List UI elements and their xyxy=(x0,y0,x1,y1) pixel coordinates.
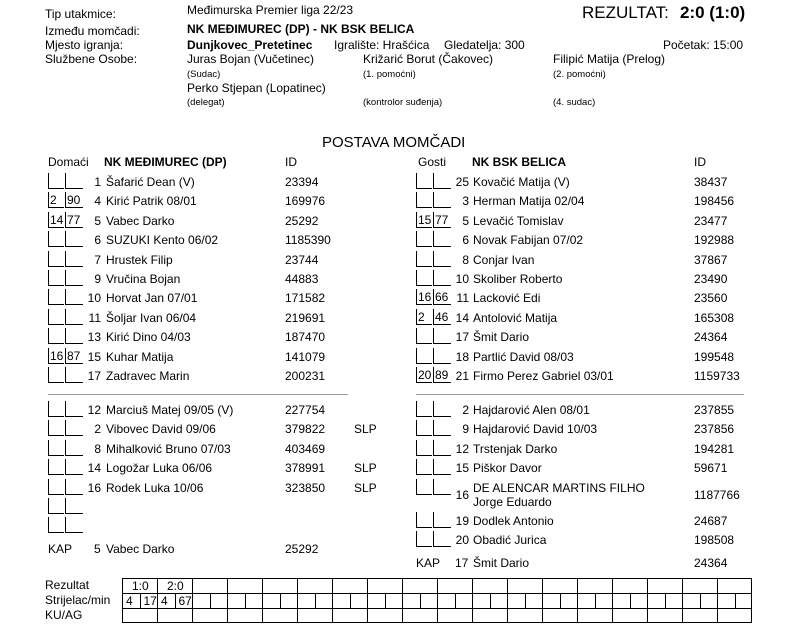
sub-minute-box xyxy=(433,348,451,364)
sub-minute-box: 14 xyxy=(50,212,64,227)
player-name: Vibovec David 09/06 xyxy=(106,422,216,437)
player-name: Trstenjak Darko xyxy=(473,441,558,456)
player-number: 10 xyxy=(87,291,101,306)
score-grid-half-line xyxy=(315,593,316,608)
player-number: 17 xyxy=(87,369,101,383)
referee-name: Juras Bojan (Vučetinec) xyxy=(187,52,314,66)
home-kap-label: KAP xyxy=(48,542,73,556)
score-result-cell: 2:0 xyxy=(167,579,184,593)
player-number: 13 xyxy=(87,330,101,345)
match-type-label: Tip utakmice: xyxy=(45,7,116,21)
player-number: 14 xyxy=(455,310,469,325)
player-name: Novak Fabijan 07/02 xyxy=(473,233,584,248)
sub-minute-box xyxy=(433,231,451,247)
sub-minute-box xyxy=(48,251,64,267)
home-team-name: NK MEĐIMUREC (DP) xyxy=(104,155,227,169)
sub-minute-box xyxy=(433,440,451,456)
away-id-header: ID xyxy=(694,155,706,169)
player-name: Herman Matija 02/04 xyxy=(473,194,585,209)
score-grid-col-line xyxy=(157,578,158,623)
player-note: SLP xyxy=(354,480,377,495)
player-number: 20 xyxy=(455,533,469,548)
sub-minute-box xyxy=(65,401,83,417)
sub-minute-box xyxy=(48,479,64,495)
sub-minute-box xyxy=(65,231,83,247)
sub-minute-box xyxy=(416,479,432,495)
sub-minute-box xyxy=(416,459,432,475)
venue-value: Dunjkovec_Pretetinec xyxy=(187,38,313,52)
player-id: 1159733 xyxy=(694,369,740,383)
player-number: 17 xyxy=(455,330,469,345)
sub-minute-box xyxy=(65,498,83,514)
player-name: Firmo Perez Gabriel 03/01 xyxy=(473,369,614,383)
player-id: 227754 xyxy=(285,403,326,417)
sub-minute-box xyxy=(416,531,432,547)
player-id: 44883 xyxy=(285,272,319,286)
score-grid-col-line xyxy=(332,578,333,623)
player-number: 1 xyxy=(94,175,101,189)
player-id: 37867 xyxy=(694,252,728,267)
player-number: 16 xyxy=(455,487,469,502)
sub-minute-box xyxy=(416,328,432,344)
player-number: 18 xyxy=(455,349,469,364)
player-name: Kovačić Matija (V) xyxy=(473,175,570,189)
player-id: 219691 xyxy=(285,310,326,325)
score-grid-col-line xyxy=(262,578,263,623)
sub-minute-box: 77 xyxy=(433,212,451,228)
player-id: 24364 xyxy=(694,330,728,345)
player-id: 23477 xyxy=(694,213,728,228)
score-grid-half-line xyxy=(280,593,281,608)
away-label: Gosti xyxy=(418,155,447,169)
player-number: 25 xyxy=(455,175,469,189)
player-name: Skoliber Roberto xyxy=(473,272,563,286)
player-name: Horvat Jan 07/01 xyxy=(106,291,198,306)
player-number: 9 xyxy=(462,422,469,437)
player-name: Logožar Luka 06/06 xyxy=(106,461,213,476)
home-kap-id: 25292 xyxy=(285,542,319,556)
sub-minute-box xyxy=(65,517,83,533)
player-name: Hajdarović Alen 08/01 xyxy=(473,403,590,417)
start-time: Početak: 15:00 xyxy=(663,38,744,52)
sub-minute-box xyxy=(65,440,83,456)
player-id: 198456 xyxy=(694,194,735,209)
score-grid-col-line xyxy=(577,578,578,623)
result-label: REZULTAT: xyxy=(582,3,669,22)
score-grid-col-line xyxy=(507,578,508,623)
player-id: 1185390 xyxy=(285,233,331,248)
assistant2-name: Filipić Matija (Prelog) xyxy=(553,52,666,66)
sub-minute-box xyxy=(416,440,432,456)
player-number: 12 xyxy=(87,403,101,417)
player-number: 10 xyxy=(455,272,469,286)
sub-minute-box xyxy=(416,192,432,208)
spectators-value: Gledatelja: 300 xyxy=(444,38,525,52)
sub-minute-box xyxy=(416,420,432,436)
player-id: 237855 xyxy=(694,403,735,417)
away-kap-number: 17 xyxy=(455,556,469,570)
player-id: 378991 xyxy=(285,461,326,476)
player-number: 19 xyxy=(455,514,469,528)
score-grid-col-line xyxy=(192,578,193,623)
sub-minute-box: 16 xyxy=(418,290,432,305)
sub-minute-box xyxy=(416,512,432,528)
player-name: Zadravec Marin xyxy=(106,369,190,383)
sub-minute-box xyxy=(433,401,451,417)
score-grid-half-line xyxy=(420,593,421,608)
player-name: Šafarić Dean (V) xyxy=(106,175,195,189)
player-id: 25292 xyxy=(285,213,319,228)
sub-minute-box xyxy=(416,270,432,286)
score-result-cell: 1:0 xyxy=(132,579,149,593)
player-id: 169976 xyxy=(285,194,326,209)
between-label: Između momčadi: xyxy=(45,24,140,38)
score-grid-half-line xyxy=(245,593,246,608)
player-id: 141079 xyxy=(285,349,326,364)
assistant1-role: (1. pomoćni) xyxy=(363,69,416,80)
player-number: 3 xyxy=(462,194,469,209)
sub-minute-box xyxy=(433,479,451,495)
teams-title: NK MEĐIMUREC (DP) - NK BSK BELICA xyxy=(187,22,415,36)
player-name: Piškor Davor xyxy=(473,461,542,476)
player-id: 165308 xyxy=(694,310,735,325)
venue-label: Mjesto igranja: xyxy=(45,38,124,52)
away-kap-label: KAP xyxy=(416,556,441,570)
score-grid-half-line xyxy=(490,593,491,608)
sub-minute-box: 90 xyxy=(65,192,83,208)
sub-minute-box xyxy=(416,231,432,247)
player-number: 6 xyxy=(94,233,101,248)
sub-minute-box xyxy=(433,251,451,267)
score-grid-half-line xyxy=(735,593,736,608)
sub-minute-box xyxy=(48,440,64,456)
player-number: 6 xyxy=(462,233,469,248)
score-grid-col-line xyxy=(647,578,648,623)
sub-minute-box xyxy=(433,328,451,344)
result-value: 2:0 (1:0) xyxy=(680,3,746,22)
score-grid-half-line xyxy=(700,593,701,608)
score-grid-half-line xyxy=(525,593,526,608)
player-number: 5 xyxy=(94,213,101,228)
score-grid-half-line xyxy=(560,593,561,608)
sub-minute-box xyxy=(48,459,64,475)
player-name: Vručina Bojan xyxy=(106,272,181,286)
player-name-line2: Jorge Eduardo xyxy=(473,494,552,509)
sub-minute-box xyxy=(48,328,64,344)
score-grid-half-line xyxy=(665,593,666,608)
score-grid-col-line xyxy=(612,578,613,623)
home-kap-name: Vabec Darko xyxy=(106,542,175,556)
scorer-minute-cell: 4 xyxy=(126,594,133,608)
player-name: Conjar Ivan xyxy=(473,252,535,267)
player-number: 4 xyxy=(94,194,101,209)
assistant1-name: Križarić Borut (Čakovec) xyxy=(363,52,494,66)
sub-minute-box xyxy=(416,401,432,417)
sub-minute-box xyxy=(433,531,451,547)
player-name: Kirić Dino 04/03 xyxy=(106,330,191,345)
player-id: 187470 xyxy=(285,330,326,345)
player-note: SLP xyxy=(354,422,377,437)
assistant2-role: (2. pomoćni) xyxy=(553,69,606,80)
home-divider xyxy=(48,394,348,395)
player-id: 403469 xyxy=(285,441,326,456)
player-id: 237856 xyxy=(694,422,735,437)
player-name: Hajdarović David 10/03 xyxy=(473,422,598,437)
player-id: 379822 xyxy=(285,422,326,437)
sub-minute-box xyxy=(48,289,64,305)
player-id: 38437 xyxy=(694,175,728,189)
sub-minute-box xyxy=(65,289,83,305)
sub-minute-box xyxy=(48,270,64,286)
lineup-title: POSTAVA MOMČADI xyxy=(322,134,466,151)
scorer-minute-cell: 67 xyxy=(178,594,192,608)
home-label: Domaći xyxy=(48,155,89,169)
sub-minute-box xyxy=(65,328,83,344)
sub-minute-box xyxy=(48,498,64,514)
sub-minute-box: 2 xyxy=(48,192,64,208)
grid-label-scorer: Strijelac/min xyxy=(45,593,111,607)
home-id-header: ID xyxy=(285,155,297,169)
score-grid-half-line xyxy=(595,593,596,608)
player-id: 198508 xyxy=(694,533,735,548)
score-grid-half-line xyxy=(175,593,176,608)
player-id: 1187766 xyxy=(694,487,740,502)
player-name: Hrustek Filip xyxy=(106,252,173,267)
sub-minute-box: 77 xyxy=(65,212,83,228)
player-id: 194281 xyxy=(694,441,735,456)
sub-minute-box: 87 xyxy=(65,348,83,364)
score-grid-half-line xyxy=(385,593,386,608)
player-id: 192988 xyxy=(694,233,735,248)
player-name: Lacković Edi xyxy=(473,291,541,306)
officials-label: Službene Osobe: xyxy=(45,52,138,66)
player-number: 8 xyxy=(94,441,101,456)
sub-minute-box xyxy=(48,367,64,383)
sub-minute-box xyxy=(65,420,83,436)
player-id: 59671 xyxy=(694,461,728,476)
score-grid-col-line xyxy=(297,578,298,623)
player-name: Dodlek Antonio xyxy=(473,514,554,528)
player-number: 15 xyxy=(87,349,101,364)
sub-minute-box: 2 xyxy=(416,309,432,325)
sub-minute-box xyxy=(433,459,451,475)
player-name: Partlić David 08/03 xyxy=(473,349,574,364)
player-name: Šoljar Ivan 06/04 xyxy=(106,310,197,325)
score-grid-col-line xyxy=(367,578,368,623)
away-kap-id: 24364 xyxy=(694,556,728,570)
sub-minute-box xyxy=(433,173,451,189)
sub-minute-box xyxy=(433,270,451,286)
sub-minute-box: 20 xyxy=(418,368,432,382)
score-grid-col-line xyxy=(717,578,718,623)
score-grid-half-line xyxy=(210,593,211,608)
player-name: Kuhar Matija xyxy=(106,349,174,364)
score-grid-half-line xyxy=(140,593,141,608)
controller-role: (kontrolor suđenja) xyxy=(363,97,443,108)
delegate-role: (delegat) xyxy=(187,97,225,108)
player-number: 2 xyxy=(94,422,101,437)
player-id: 199548 xyxy=(694,349,735,364)
scorer-minute-cell: 4 xyxy=(161,594,168,608)
sub-minute-box xyxy=(65,367,83,383)
score-grid-col-line xyxy=(437,578,438,623)
player-name: Antolović Matija xyxy=(473,310,558,325)
sub-minute-box xyxy=(48,420,64,436)
sub-minute-box: 46 xyxy=(433,309,451,325)
player-name: Rodek Luka 10/06 xyxy=(106,480,204,495)
player-number: 15 xyxy=(455,461,469,476)
score-grid-col-line xyxy=(472,578,473,623)
sub-minute-box: 16 xyxy=(50,348,64,363)
sub-minute-box xyxy=(65,479,83,495)
player-name: Marciuš Matej 09/05 (V) xyxy=(106,403,234,417)
player-name: Šmit Dario xyxy=(473,330,530,345)
player-id: 23744 xyxy=(285,252,319,267)
score-grid-half-line xyxy=(350,593,351,608)
player-name: DE ALENCAR MARTINS FILHO xyxy=(473,480,645,495)
sub-minute-box xyxy=(433,420,451,436)
home-kap-number: 5 xyxy=(94,542,101,556)
away-kap-name: Šmit Dario xyxy=(473,556,530,570)
sub-minute-box: 66 xyxy=(433,289,451,305)
grid-label-ku: KU/AG xyxy=(45,608,83,622)
scorer-minute-cell: 17 xyxy=(143,594,157,608)
score-grid-col-line xyxy=(227,578,228,623)
player-number: 7 xyxy=(94,252,101,267)
referee-role: (Sudac) xyxy=(187,69,221,80)
player-note: SLP xyxy=(354,461,377,476)
sub-minute-box xyxy=(48,401,64,417)
score-grid-col-line xyxy=(402,578,403,623)
player-name: SUZUKI Kento 06/02 xyxy=(106,233,219,248)
player-name: Levačić Tomislav xyxy=(473,213,564,228)
match-type-value: Međimurska Premier liga 22/23 xyxy=(187,3,354,17)
sub-minute-box xyxy=(48,309,64,325)
player-number: 16 xyxy=(87,480,101,495)
score-grid-half-line xyxy=(630,593,631,608)
score-grid-col-line xyxy=(542,578,543,623)
away-divider xyxy=(416,394,744,395)
sub-minute-box xyxy=(48,173,64,189)
sub-minute-box xyxy=(416,348,432,364)
player-id: 23490 xyxy=(694,272,728,286)
away-team-name: NK BSK BELICA xyxy=(472,155,567,169)
player-number: 21 xyxy=(455,369,469,383)
player-id: 323850 xyxy=(285,480,326,495)
sub-minute-box xyxy=(65,251,83,267)
sub-minute-box xyxy=(433,512,451,528)
player-name: Kirić Patrik 08/01 xyxy=(106,194,197,209)
player-id: 200231 xyxy=(285,369,326,383)
player-number: 14 xyxy=(87,461,101,476)
player-number: 8 xyxy=(462,252,469,267)
player-id: 24687 xyxy=(694,514,728,528)
sub-minute-box: 15 xyxy=(418,212,432,227)
sub-minute-box xyxy=(433,192,451,208)
player-number: 11 xyxy=(456,291,469,306)
sub-minute-box xyxy=(416,173,432,189)
sub-minute-box xyxy=(65,173,83,189)
player-number: 2 xyxy=(462,403,469,417)
player-name: Mihalković Bruno 07/03 xyxy=(106,441,231,456)
sub-minute-box xyxy=(48,231,64,247)
player-name: Obadić Jurica xyxy=(473,533,547,548)
sub-minute-box xyxy=(65,459,83,475)
player-id: 23394 xyxy=(285,175,319,189)
sub-minute-box: 89 xyxy=(433,367,451,383)
sub-minute-box xyxy=(65,270,83,286)
player-name: Vabec Darko xyxy=(106,213,175,228)
player-number: 12 xyxy=(455,441,469,456)
score-grid-col-line xyxy=(682,578,683,623)
grid-label-result: Rezultat xyxy=(45,578,90,592)
score-grid-half-line xyxy=(455,593,456,608)
sub-minute-box xyxy=(65,309,83,325)
player-number: 9 xyxy=(94,272,101,286)
player-number: 11 xyxy=(88,310,101,325)
delegate-name: Perko Stjepan (Lopatinec) xyxy=(187,81,326,95)
sub-minute-box xyxy=(48,517,64,533)
sub-minute-box xyxy=(416,251,432,267)
fourth-official-role: (4. sudac) xyxy=(553,97,596,108)
player-number: 5 xyxy=(462,213,469,228)
ground-value: Igralište: Hrašćica xyxy=(334,38,430,52)
player-id: 23560 xyxy=(694,291,728,306)
player-id: 171582 xyxy=(285,291,326,306)
